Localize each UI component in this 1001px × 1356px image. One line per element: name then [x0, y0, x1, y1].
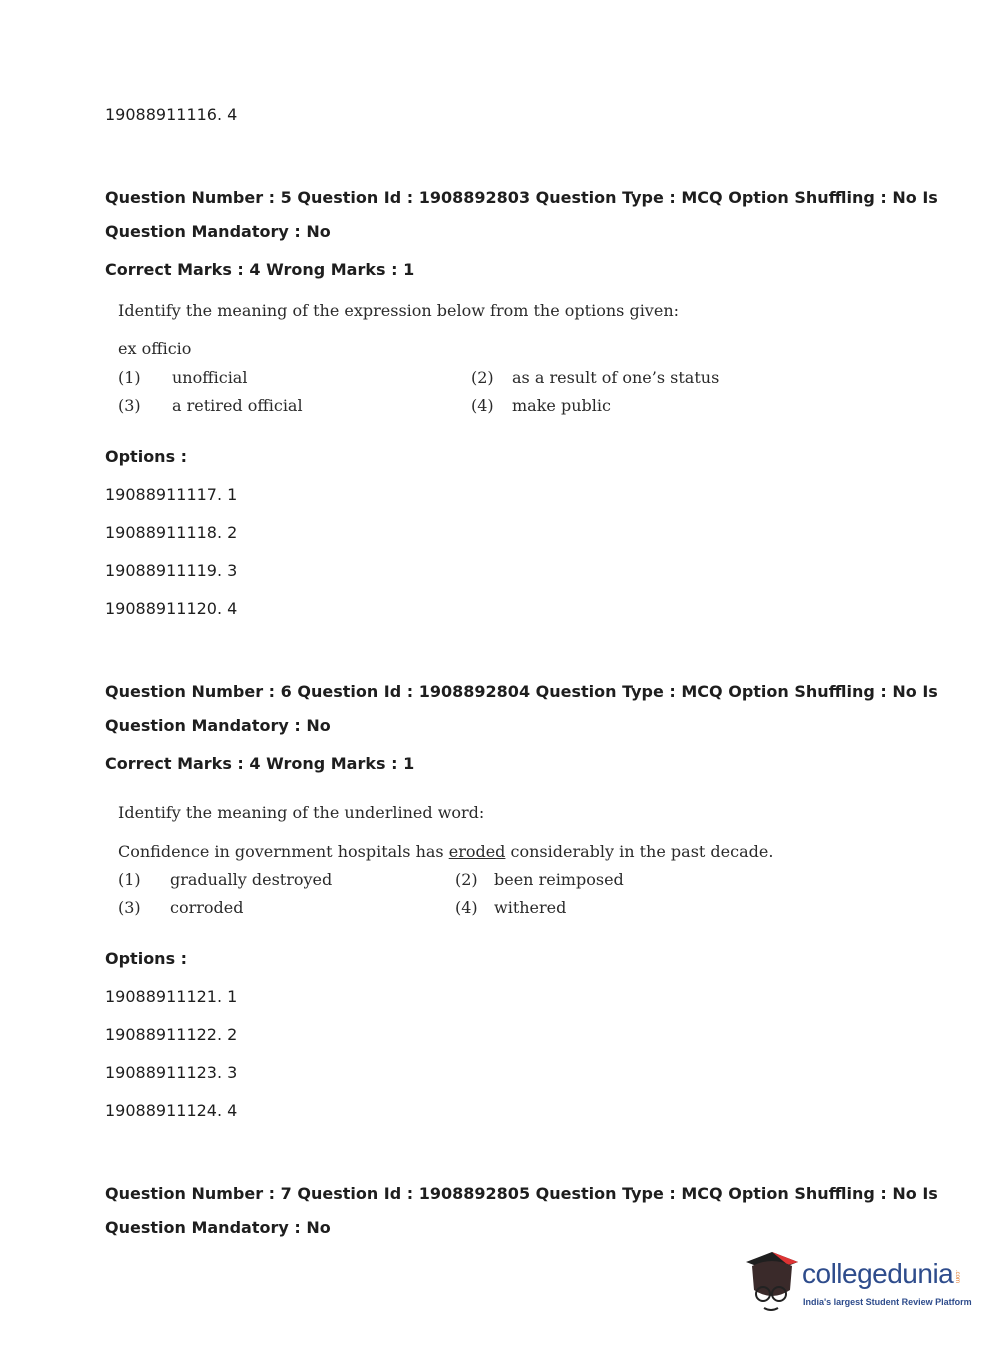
choice-text: unofficial: [172, 368, 248, 387]
brand-name: collegedunia: [802, 1258, 954, 1289]
choice-number: (4): [455, 898, 478, 917]
choice-number: (4): [471, 396, 494, 415]
choice-number: (3): [118, 396, 141, 415]
choice-text: been reimposed: [494, 870, 624, 889]
choice-text: withered: [494, 898, 567, 917]
options-label: Options :: [105, 447, 188, 466]
question-6-sentence: [118, 842, 773, 861]
question-5-mandatory: Question Mandatory : No: [105, 222, 331, 241]
choice-text: corroded: [170, 898, 244, 917]
question-6-header: Question Number : 6 Question Id : 1908892804 Question Type : MCQ Option Shuffling : No Is: [105, 682, 938, 701]
option-line: 19088911118. 2: [105, 523, 238, 542]
question-6-prompt: Identify the meaning of the underlined word:: [118, 803, 485, 822]
question-6-mandatory: Question Mandatory : No: [105, 716, 331, 735]
choice-number: (1): [118, 368, 141, 387]
mascot-icon: [742, 1250, 802, 1320]
choice-text: make public: [512, 396, 611, 415]
choice-number: (1): [118, 870, 141, 889]
underlined-word: eroded: [448, 842, 506, 861]
question-5-marks: Correct Marks : 4 Wrong Marks : 1: [105, 260, 415, 279]
choice-number: (2): [471, 368, 494, 387]
brand-suffix: .com: [954, 1270, 960, 1284]
sentence-part: considerably in the past decade.: [505, 842, 774, 861]
question-5-prompt: Identify the meaning of the expression below from the options given:: [118, 301, 680, 320]
question-7-mandatory: Question Mandatory : No: [105, 1218, 331, 1237]
choice-text: a retired official: [172, 396, 303, 415]
option-line: 19088911124. 4: [105, 1101, 238, 1120]
option-line: 19088911123. 3: [105, 1063, 238, 1082]
option-line: 19088911122. 2: [105, 1025, 238, 1044]
choice-text: gradually destroyed: [170, 870, 333, 889]
brand-tagline: India's largest Student Review Platform: [803, 1297, 972, 1307]
sentence-part: Confidence in government hospitals has: [118, 842, 449, 861]
choice-number: (3): [118, 898, 141, 917]
question-6-marks: Correct Marks : 4 Wrong Marks : 1: [105, 754, 415, 773]
options-label: Options :: [105, 949, 188, 968]
option-line: 19088911117. 1: [105, 485, 238, 504]
choice-text: as a result of one’s status: [512, 368, 720, 387]
question-7-header: Question Number : 7 Question Id : 1908892805 Question Type : MCQ Option Shuffling : No Is: [105, 1184, 938, 1203]
option-line: 19088911120. 4: [105, 599, 238, 618]
question-5-expression: ex officio: [118, 339, 192, 358]
question-5-header: Question Number : 5 Question Id : 1908892803 Question Type : MCQ Option Shuffling : No Is: [105, 188, 938, 207]
option-line: 19088911116. 4: [105, 105, 238, 124]
option-line: 19088911119. 3: [105, 561, 238, 580]
choice-number: (2): [455, 870, 478, 889]
option-line: 19088911121. 1: [105, 987, 238, 1006]
collegedunia-logo: [742, 1250, 972, 1320]
